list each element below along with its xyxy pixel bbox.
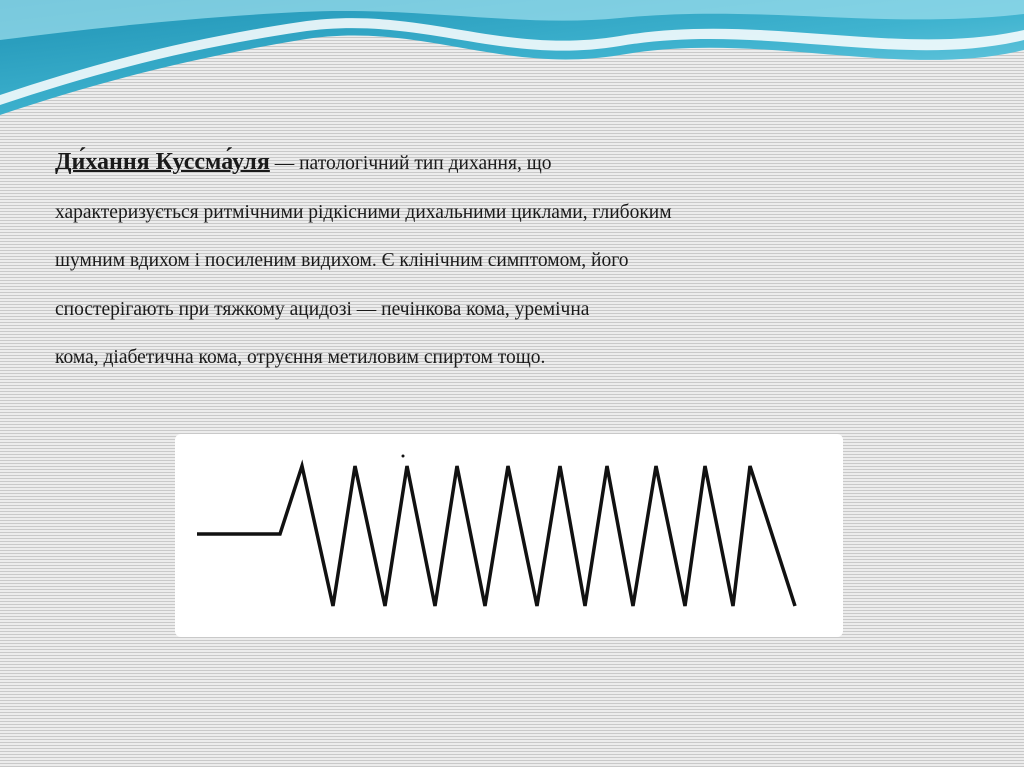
term-title: Ди́хання Куссма́уля [55, 149, 270, 175]
trace-dot [402, 455, 405, 458]
definition-line-4: спостерігають при тяжкому ацидозі — печінкова кома, уремічна [55, 298, 590, 320]
definition-line-3: шумним вдихом і посиленим видихом. Є клінічним симптомом, його [55, 250, 629, 271]
breathing-pattern-figure [175, 434, 843, 637]
definition-line-1 [55, 138, 895, 189]
definition-line-5: кома, діабетична кома, отруєння метиловим спиртом тощо. [55, 347, 546, 368]
header-wave-decoration [0, 0, 1024, 120]
definition-text-1: — патологічний тип дихання, що [269, 153, 552, 174]
breathing-trace-line [197, 466, 795, 606]
kussmaul-breathing-trace [175, 434, 843, 637]
definition-text [55, 138, 895, 383]
definition-line-2: характеризується ритмічними рідкісними дихальними циклами, глибоким [55, 201, 672, 223]
